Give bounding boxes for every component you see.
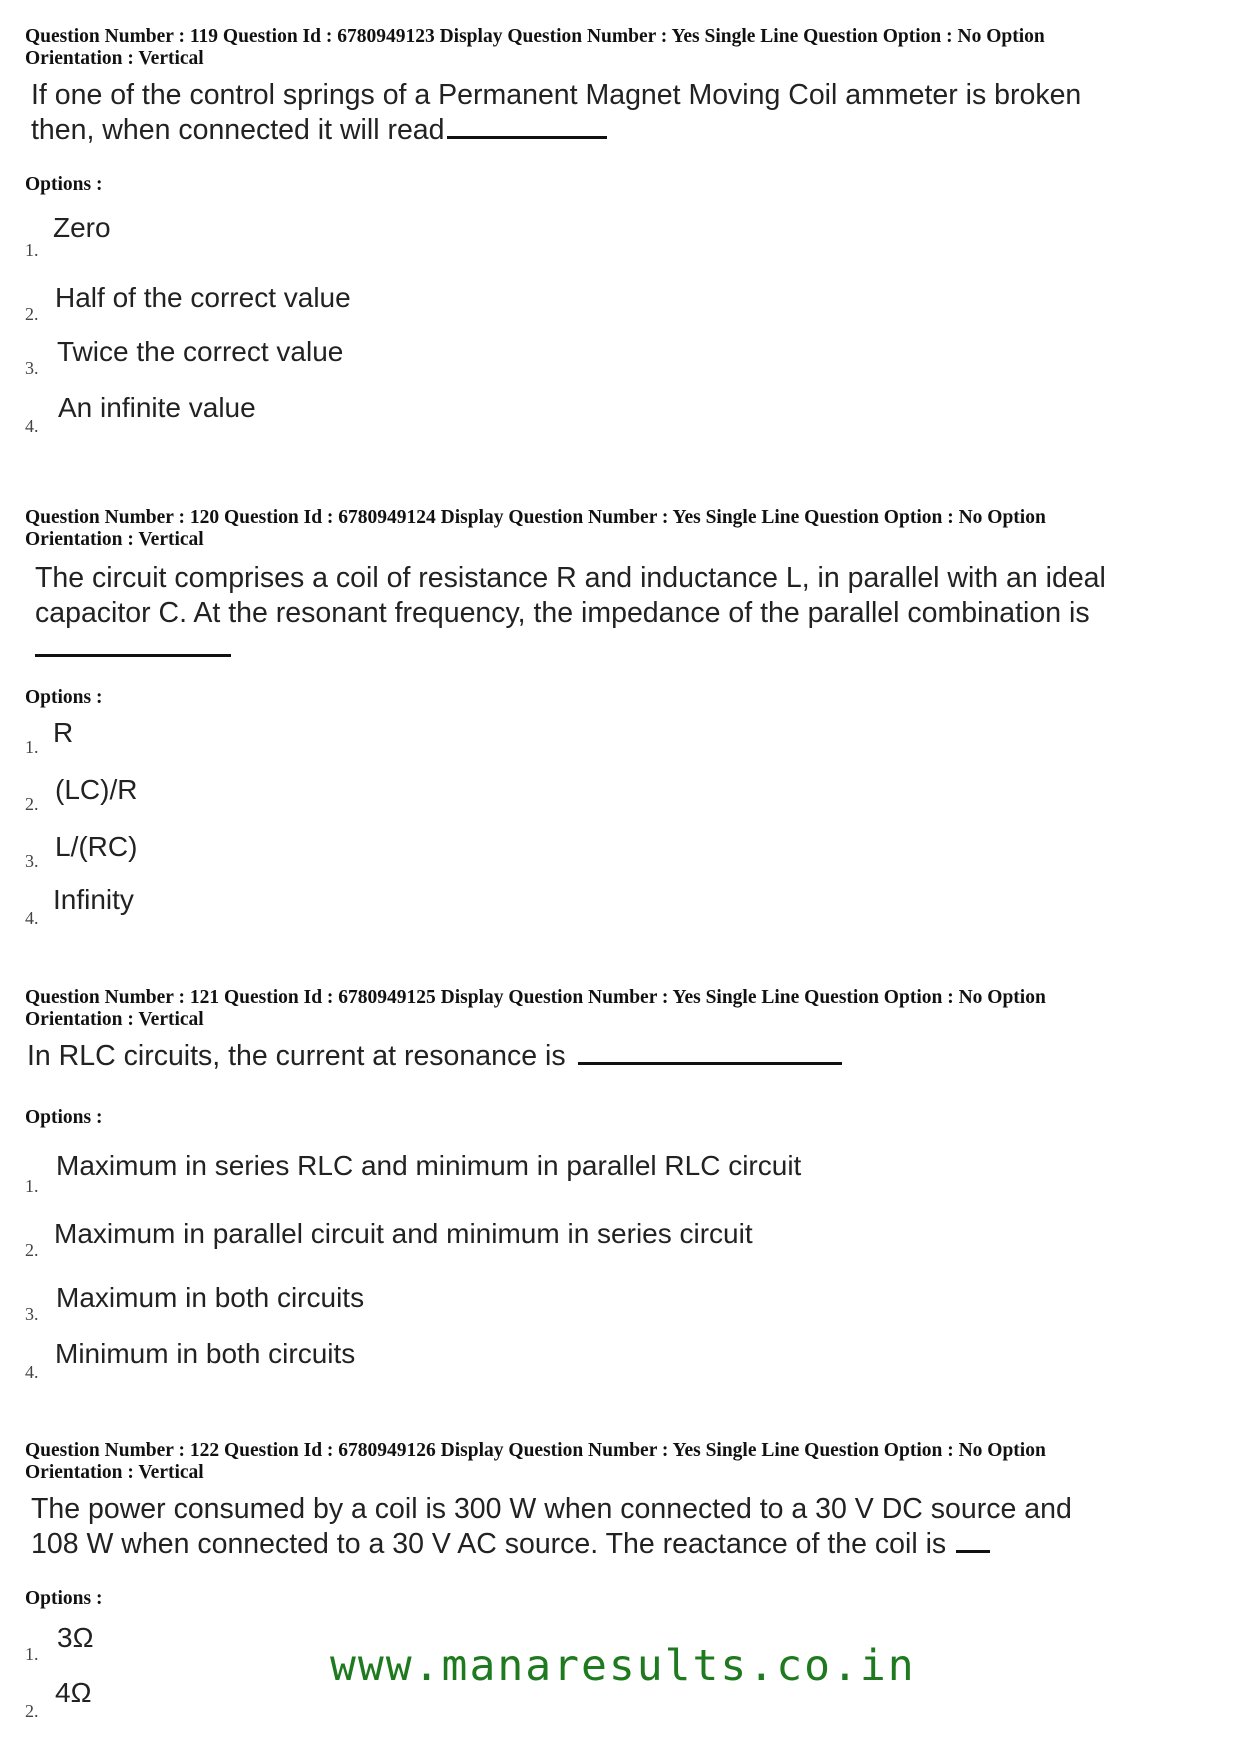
question-119 (25, 26, 1205, 436)
question-meta-line1: Question Number : 119 Question Id : 6780949123 Display Question Number : Yes Single Line Question Option : No Option (25, 26, 1045, 47)
question-meta (25, 987, 1205, 1031)
options-label: Options : (25, 687, 103, 708)
question-meta-line2: Orientation : Vertical (25, 48, 204, 69)
option-text: An infinite value (58, 392, 256, 423)
option-number: 2. (25, 1240, 39, 1260)
options-list (25, 212, 1205, 444)
question-meta (25, 26, 1205, 70)
option-number: 3. (25, 358, 39, 378)
question-text-line2: capacitor C. At the resonant frequency, the impedance of the parallel combination is (35, 597, 1090, 629)
question-text-line1: The power consumed by a coil is 300 W when connected to a 30 V DC source and (31, 1493, 1072, 1525)
options-list (25, 717, 1205, 945)
option-number: 3. (25, 851, 39, 871)
option-text: Maximum in parallel circuit and minimum in series circuit (54, 1218, 753, 1249)
question-120 (25, 507, 1205, 928)
option-text: Maximum in series RLC and minimum in parallel RLC circuit (56, 1150, 802, 1181)
answer-blank (35, 632, 231, 657)
option-text: Twice the correct value (57, 336, 344, 367)
question-text (25, 1039, 1205, 1074)
option-number: 2. (25, 794, 39, 814)
question-meta-line1: Question Number : 120 Question Id : 6780949124 Display Question Number : Yes Single Line Question Option : No Option (25, 507, 1046, 528)
option-text: Half of the correct value (55, 282, 351, 313)
watermark: www.manaresults.co.in (330, 1641, 916, 1691)
option-text: L/(RC) (55, 831, 138, 862)
options-label: Options : (25, 1588, 103, 1609)
option-number: 1. (25, 737, 39, 757)
option-number: 2. (25, 1701, 39, 1721)
option-4 (25, 1336, 1205, 1396)
answer-blank (578, 1040, 842, 1065)
option-number: 4. (25, 416, 39, 436)
option-3 (25, 831, 1205, 888)
option-text: 3Ω (57, 1622, 94, 1653)
question-meta-line1: Question Number : 121 Question Id : 6780949125 Display Question Number : Yes Single Line Question Option : No Option (25, 987, 1046, 1008)
answer-blank (447, 114, 607, 139)
option-1 (25, 717, 1205, 774)
question-meta (25, 507, 1205, 551)
option-number: 4. (25, 1362, 39, 1382)
option-text: Infinity (53, 884, 134, 915)
option-text: Minimum in both circuits (55, 1338, 356, 1369)
option-2 (25, 276, 1205, 332)
option-1 (25, 1142, 1205, 1210)
options-label: Options : (25, 174, 103, 195)
question-121 (25, 987, 1205, 1382)
question-text-line1: If one of the control springs of a Permanent Magnet Moving Coil ammeter is broken (31, 79, 1082, 111)
option-3 (25, 1276, 1205, 1336)
option-number: 4. (25, 908, 39, 928)
option-number: 1. (25, 1176, 39, 1196)
question-meta (25, 1440, 1205, 1484)
option-2 (25, 774, 1205, 831)
option-4 (25, 388, 1205, 444)
option-text: (LC)/R (55, 774, 138, 805)
question-meta-line2: Orientation : Vertical (25, 1009, 204, 1030)
question-text (25, 1492, 1205, 1562)
option-2 (25, 1210, 1205, 1276)
question-text (25, 78, 1205, 148)
option-number: 2. (25, 304, 39, 324)
question-text-line2: 108 W when connected to a 30 V AC source. The reactance of the coil is (31, 1528, 947, 1560)
option-text: 4Ω (55, 1677, 92, 1708)
option-1 (25, 212, 1205, 276)
question-text-line2: then, when connected it will read (31, 114, 445, 146)
question-text (25, 561, 1205, 667)
options-list (25, 1142, 1205, 1396)
option-number: 1. (25, 1644, 39, 1664)
question-text-line1: In RLC circuits, the current at resonance is (27, 1040, 566, 1072)
answer-blank (956, 1528, 990, 1553)
option-number: 1. (25, 240, 39, 260)
option-3 (25, 332, 1205, 388)
option-4 (25, 884, 1205, 945)
question-text-line1: The circuit comprises a coil of resistance R and inductance L, in parallel with an ideal (35, 562, 1106, 594)
question-meta-line2: Orientation : Vertical (25, 1462, 204, 1483)
question-meta-line1: Question Number : 122 Question Id : 6780949126 Display Question Number : Yes Single Line Question Option : No Option (25, 1440, 1046, 1461)
options-label: Options : (25, 1107, 103, 1128)
option-text: Maximum in both circuits (56, 1282, 365, 1313)
question-meta-line2: Orientation : Vertical (25, 529, 204, 550)
option-number: 3. (25, 1304, 39, 1324)
option-text: Zero (53, 212, 111, 243)
option-text: R (53, 717, 74, 748)
